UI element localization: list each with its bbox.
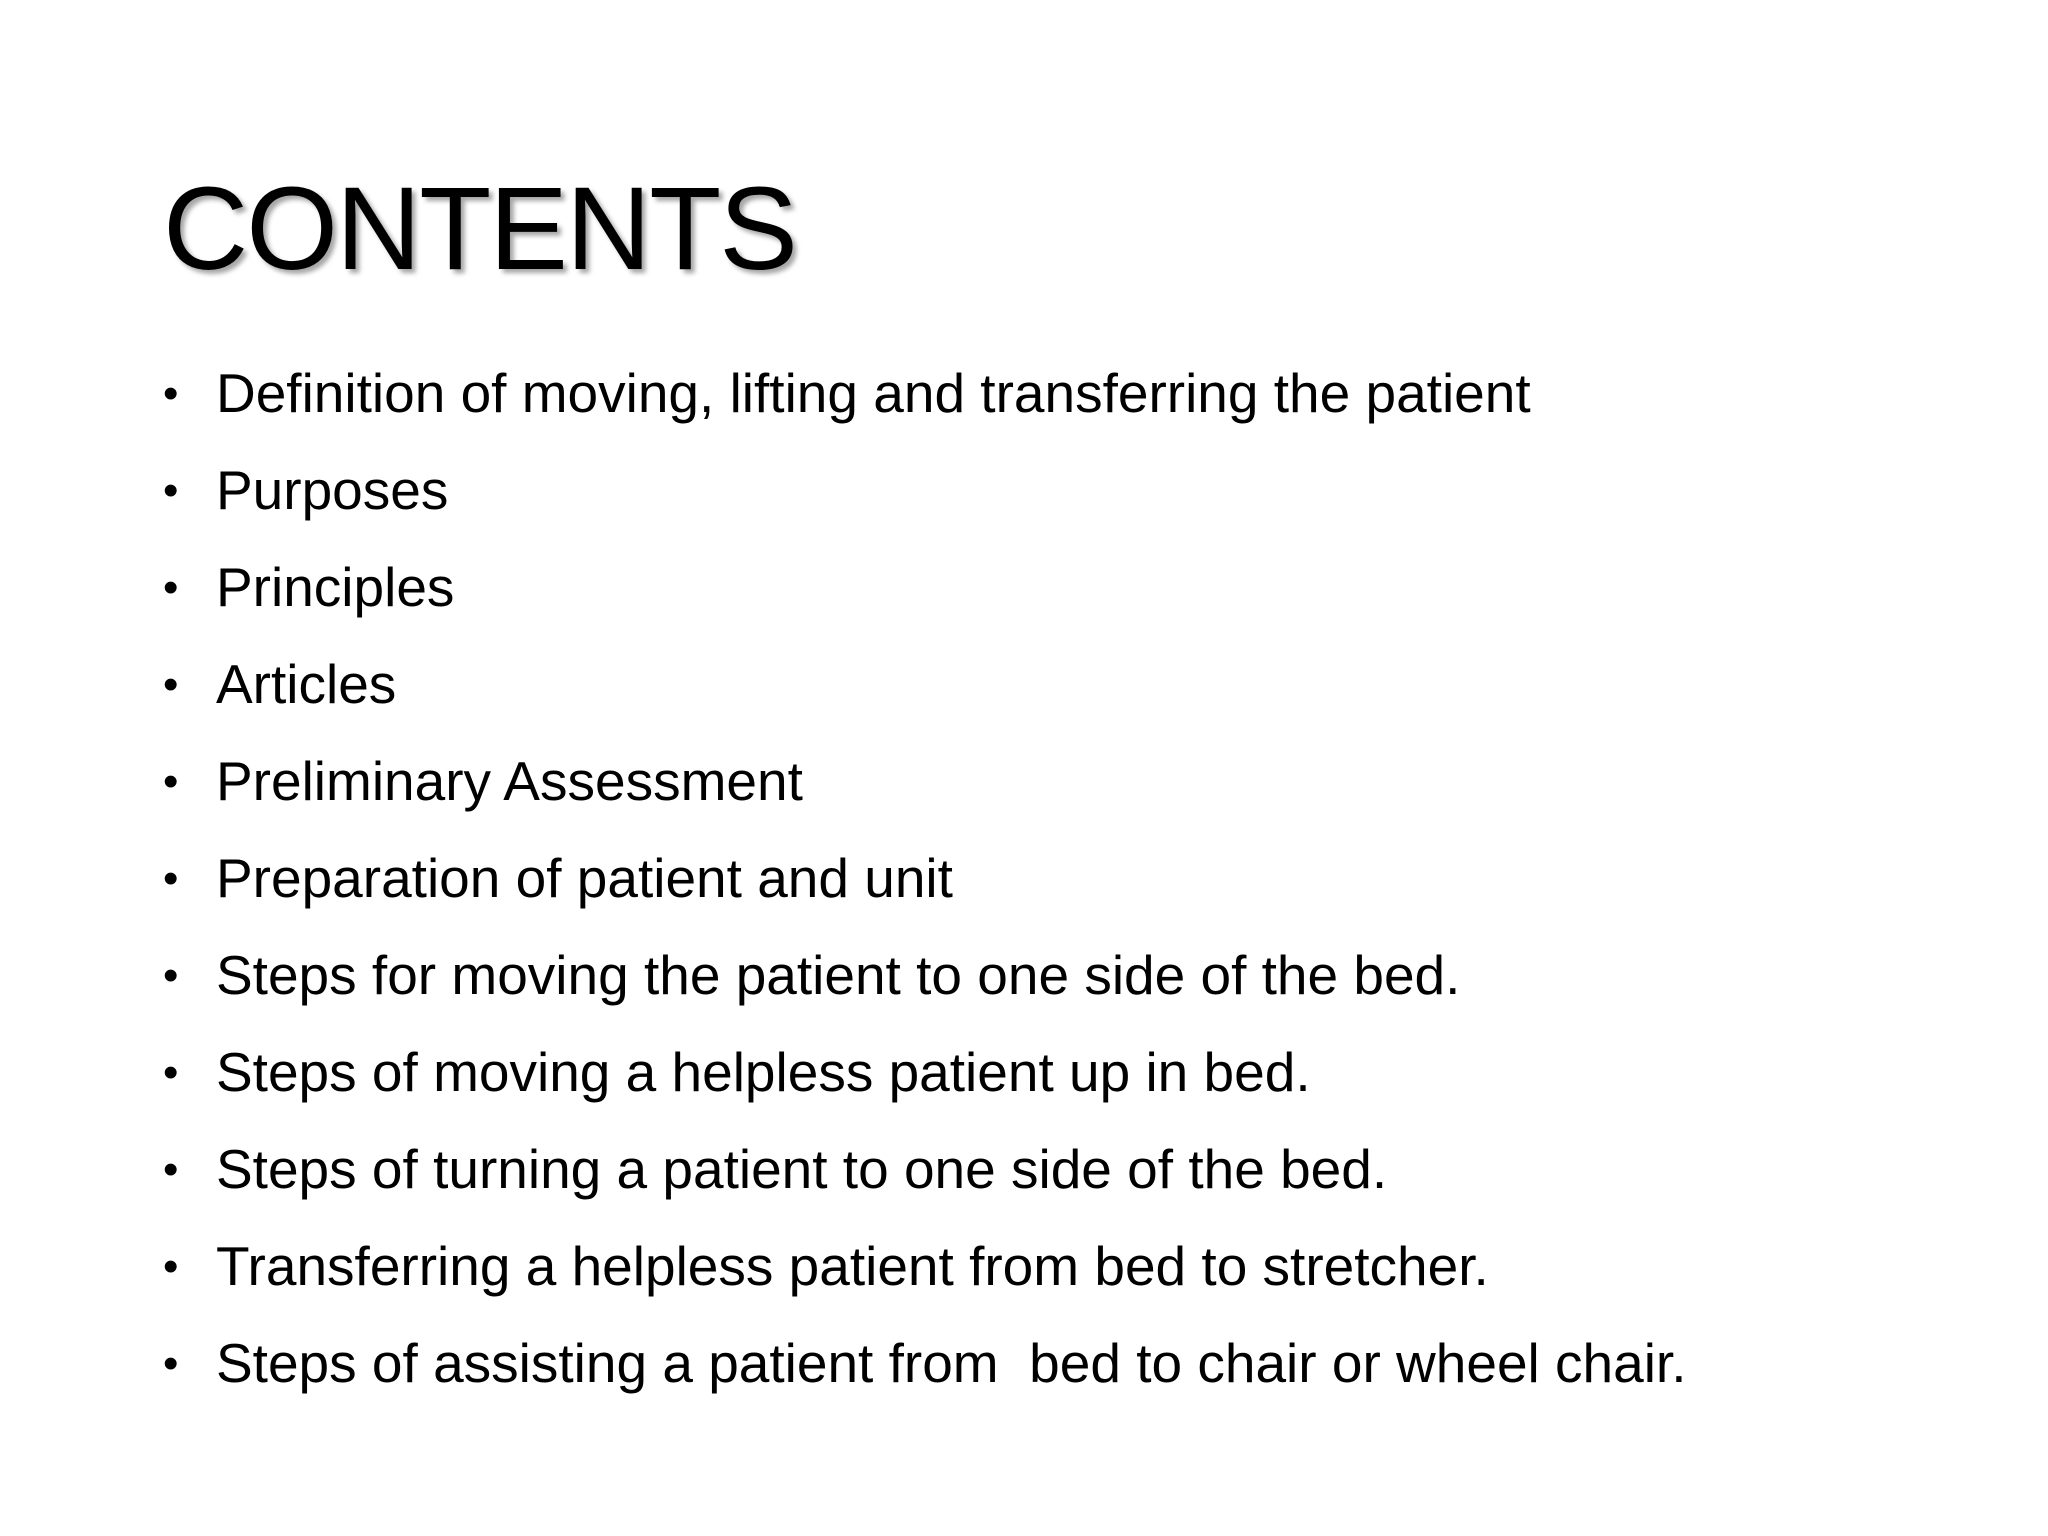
bullet-icon: • (163, 1047, 179, 1097)
list-item (163, 733, 1687, 830)
list-item (163, 539, 1687, 636)
list-item (163, 1315, 1687, 1412)
list-item (163, 830, 1687, 927)
list-item-text: Steps of assisting a patient from bed to chair or wheel chair. (216, 1332, 1687, 1394)
list-item-text: Preparation of patient and unit (216, 847, 953, 909)
list-item (163, 1121, 1687, 1218)
bullet-icon: • (163, 1144, 179, 1194)
bullet-icon: • (163, 756, 179, 806)
list-item (163, 442, 1687, 539)
list-item-text: Principles (216, 556, 455, 618)
bullet-icon: • (163, 368, 179, 418)
list-item-text: Transferring a helpless patient from bed to stretcher. (216, 1235, 1489, 1297)
list-item-text: Articles (216, 653, 397, 715)
bullet-icon: • (163, 1338, 179, 1388)
list-item (163, 1024, 1687, 1121)
slide-title: CONTENTS (163, 163, 796, 295)
bullet-icon: • (163, 950, 179, 1000)
list-item-text: Definition of moving, lifting and transferring the patient (216, 362, 1531, 424)
bullet-icon: • (163, 562, 179, 612)
bullet-icon: • (163, 465, 179, 515)
list-item-text: Steps of turning a patient to one side of the bed. (216, 1138, 1388, 1200)
list-item-text: Preliminary Assessment (216, 750, 803, 812)
list-item (163, 345, 1687, 442)
list-item (163, 1218, 1687, 1315)
list-item (163, 927, 1687, 1024)
contents-list (163, 345, 1687, 1412)
list-item-text: Steps for moving the patient to one side of the bed. (216, 944, 1461, 1006)
bullet-icon: • (163, 1241, 179, 1291)
list-item-text: Purposes (216, 459, 449, 521)
list-item-text: Steps of moving a helpless patient up in bed. (216, 1041, 1311, 1103)
list-item (163, 636, 1687, 733)
bullet-icon: • (163, 853, 179, 903)
bullet-icon: • (163, 659, 179, 709)
